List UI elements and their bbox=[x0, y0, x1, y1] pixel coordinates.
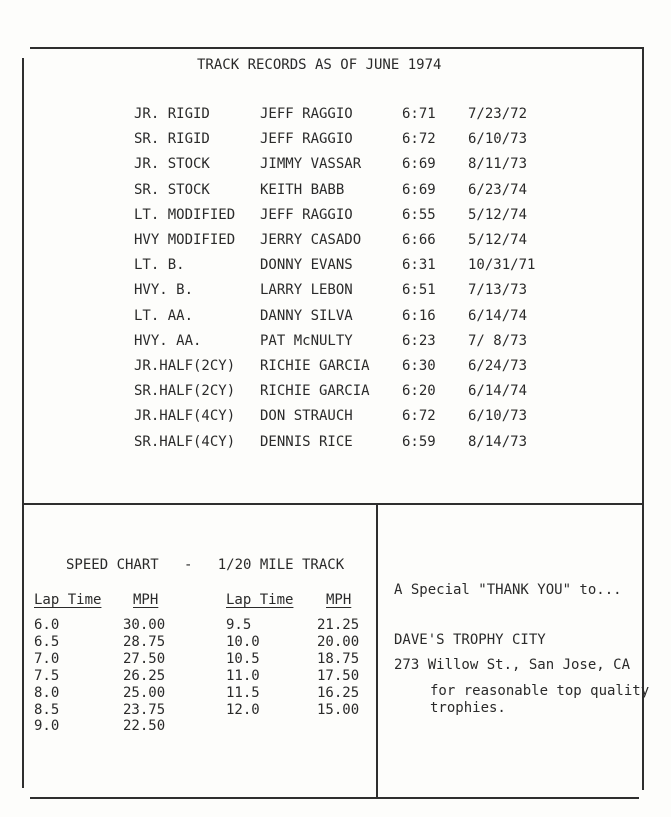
lap-time-cell: 12.0 bbox=[226, 701, 260, 718]
lap-time-cell: 11.0 bbox=[226, 667, 260, 684]
record-class: SR.HALF(4CY) bbox=[134, 433, 236, 450]
record-row bbox=[0, 282, 671, 302]
mph-cell: 23.75 bbox=[123, 701, 166, 718]
speed-row bbox=[0, 684, 360, 703]
record-name: JEFF RAGGIO bbox=[260, 206, 353, 223]
record-time: 6:31 bbox=[402, 257, 436, 274]
record-date: 6/10/73 bbox=[468, 408, 528, 425]
record-class: JR.HALF(2CY) bbox=[134, 358, 236, 374]
business-name: DAVE'S TROPHY CITY bbox=[394, 632, 546, 648]
record-row bbox=[0, 182, 671, 202]
thanks-detail-2: trophies. bbox=[430, 700, 506, 716]
record-row bbox=[0, 358, 671, 378]
record-row bbox=[0, 308, 671, 328]
record-time: 6:51 bbox=[402, 282, 436, 299]
record-time: 6:16 bbox=[402, 307, 436, 324]
record-class: SR. STOCK bbox=[134, 181, 210, 198]
record-row bbox=[0, 131, 671, 151]
mph-cell: 28.75 bbox=[123, 633, 166, 650]
record-row bbox=[0, 408, 671, 428]
lap-time-cell: 6.0 bbox=[34, 617, 60, 633]
lap-time-cell: 9.0 bbox=[34, 718, 60, 735]
middle-rule bbox=[22, 503, 643, 505]
mph-cell: 20.00 bbox=[317, 633, 360, 650]
mph-cell: 18.75 bbox=[317, 650, 360, 667]
record-date: 8/11/73 bbox=[468, 156, 528, 173]
record-class: SR.HALF(2CY) bbox=[134, 383, 236, 400]
record-row bbox=[0, 434, 671, 454]
record-name: RICHIE GARCIA bbox=[260, 358, 370, 374]
record-class: LT. MODIFIED bbox=[134, 206, 236, 223]
record-time: 6:59 bbox=[402, 433, 436, 450]
record-date: 8/14/73 bbox=[468, 433, 528, 450]
record-name: LARRY LEBON bbox=[260, 282, 353, 299]
lap-time-cell: 8.5 bbox=[34, 701, 60, 718]
speed-row bbox=[0, 667, 360, 686]
speed-chart-title: SPEED CHART - 1/20 MILE TRACK bbox=[66, 557, 345, 573]
thanks-line: A Special "THANK YOU" to... bbox=[394, 582, 622, 598]
mph-cell: 21.25 bbox=[317, 617, 360, 633]
record-date: 6/23/74 bbox=[468, 181, 528, 198]
mph-header-2: MPH bbox=[326, 592, 352, 608]
lap-time-cell: 8.0 bbox=[34, 684, 60, 701]
record-name: DON STRAUCH bbox=[260, 408, 353, 425]
lap-time-cell: 7.0 bbox=[34, 650, 60, 667]
record-time: 6:23 bbox=[402, 332, 436, 349]
record-name: DENNIS RICE bbox=[260, 433, 353, 450]
record-row bbox=[0, 257, 671, 277]
mph-cell: 30.00 bbox=[123, 617, 166, 633]
record-row bbox=[0, 383, 671, 403]
mph-cell: 17.50 bbox=[317, 667, 360, 684]
lap-time-header-2: Lap Time bbox=[226, 592, 294, 608]
bottom-rule bbox=[30, 797, 639, 799]
center-divider bbox=[376, 503, 378, 798]
record-date: 7/13/73 bbox=[468, 282, 528, 299]
record-date: 7/ 8/73 bbox=[468, 332, 528, 349]
record-date: 5/12/74 bbox=[468, 206, 528, 223]
record-row bbox=[0, 232, 671, 252]
record-date: 6/14/74 bbox=[468, 383, 528, 400]
thanks-detail-1: for reasonable top quality bbox=[430, 683, 650, 699]
speed-row bbox=[0, 701, 360, 720]
record-time: 6:71 bbox=[402, 106, 436, 122]
record-class: JR. STOCK bbox=[134, 156, 210, 173]
record-time: 6:72 bbox=[402, 408, 436, 425]
top-rule bbox=[30, 47, 644, 49]
mph-cell: 22.50 bbox=[123, 718, 166, 735]
record-date: 6/10/73 bbox=[468, 131, 528, 148]
record-time: 6:20 bbox=[402, 383, 436, 400]
record-date: 10/31/71 bbox=[468, 257, 536, 274]
record-class: HVY. AA. bbox=[134, 332, 202, 349]
lap-time-cell: 10.0 bbox=[226, 633, 260, 650]
record-time: 6:66 bbox=[402, 232, 436, 248]
record-class: JR.HALF(4CY) bbox=[134, 408, 236, 425]
lap-time-cell: 10.5 bbox=[226, 650, 260, 667]
speed-row bbox=[0, 719, 340, 736]
mph-cell: 15.00 bbox=[317, 701, 360, 718]
record-name: RICHIE GARCIA bbox=[260, 383, 370, 400]
record-date: 6/14/74 bbox=[468, 307, 528, 324]
record-row bbox=[0, 207, 671, 227]
record-class: SR. RIGID bbox=[134, 131, 210, 148]
record-time: 6:30 bbox=[402, 358, 436, 374]
record-date: 7/23/72 bbox=[468, 106, 528, 122]
record-time: 6:69 bbox=[402, 181, 436, 198]
record-time: 6:72 bbox=[402, 131, 436, 148]
mph-cell: 25.00 bbox=[123, 684, 166, 701]
lap-time-cell: 11.5 bbox=[226, 684, 260, 701]
lap-time-cell: 7.5 bbox=[34, 667, 60, 684]
speed-row bbox=[0, 650, 360, 669]
record-name: DANNY SILVA bbox=[260, 307, 353, 324]
record-name: JEFF RAGGIO bbox=[260, 106, 353, 122]
mph-cell: 16.25 bbox=[317, 684, 360, 701]
record-name: DONNY EVANS bbox=[260, 257, 353, 274]
business-address: 273 Willow St., San Jose, CA bbox=[394, 657, 631, 673]
record-class: HVY MODIFIED bbox=[134, 232, 236, 248]
lap-time-cell: 6.5 bbox=[34, 633, 60, 650]
speed-row bbox=[0, 617, 360, 635]
mph-cell: 26.25 bbox=[123, 667, 166, 684]
record-date: 6/24/73 bbox=[468, 358, 528, 374]
record-name: JEFF RAGGIO bbox=[260, 131, 353, 148]
mph-cell: 27.50 bbox=[123, 650, 166, 667]
record-class: LT. B. bbox=[134, 257, 185, 274]
record-time: 6:69 bbox=[402, 156, 436, 173]
record-time: 6:55 bbox=[402, 206, 436, 223]
mph-header-1: MPH bbox=[133, 592, 159, 608]
record-class: HVY. B. bbox=[134, 282, 194, 299]
record-name: JIMMY VASSAR bbox=[260, 156, 362, 173]
record-class: LT. AA. bbox=[134, 307, 194, 324]
record-date: 5/12/74 bbox=[468, 232, 528, 248]
record-row bbox=[0, 333, 671, 353]
lap-time-cell: 9.5 bbox=[226, 617, 252, 633]
records-title: TRACK RECORDS AS OF JUNE 1974 bbox=[197, 57, 442, 73]
record-name: KEITH BABB bbox=[260, 181, 345, 198]
record-name: JERRY CASADO bbox=[260, 232, 362, 248]
record-name: PAT McNULTY bbox=[260, 332, 353, 349]
lap-time-header-1: Lap Time bbox=[34, 592, 102, 608]
record-class: JR. RIGID bbox=[134, 106, 210, 122]
record-row bbox=[0, 106, 671, 126]
speed-row bbox=[0, 633, 360, 652]
record-row bbox=[0, 156, 671, 176]
